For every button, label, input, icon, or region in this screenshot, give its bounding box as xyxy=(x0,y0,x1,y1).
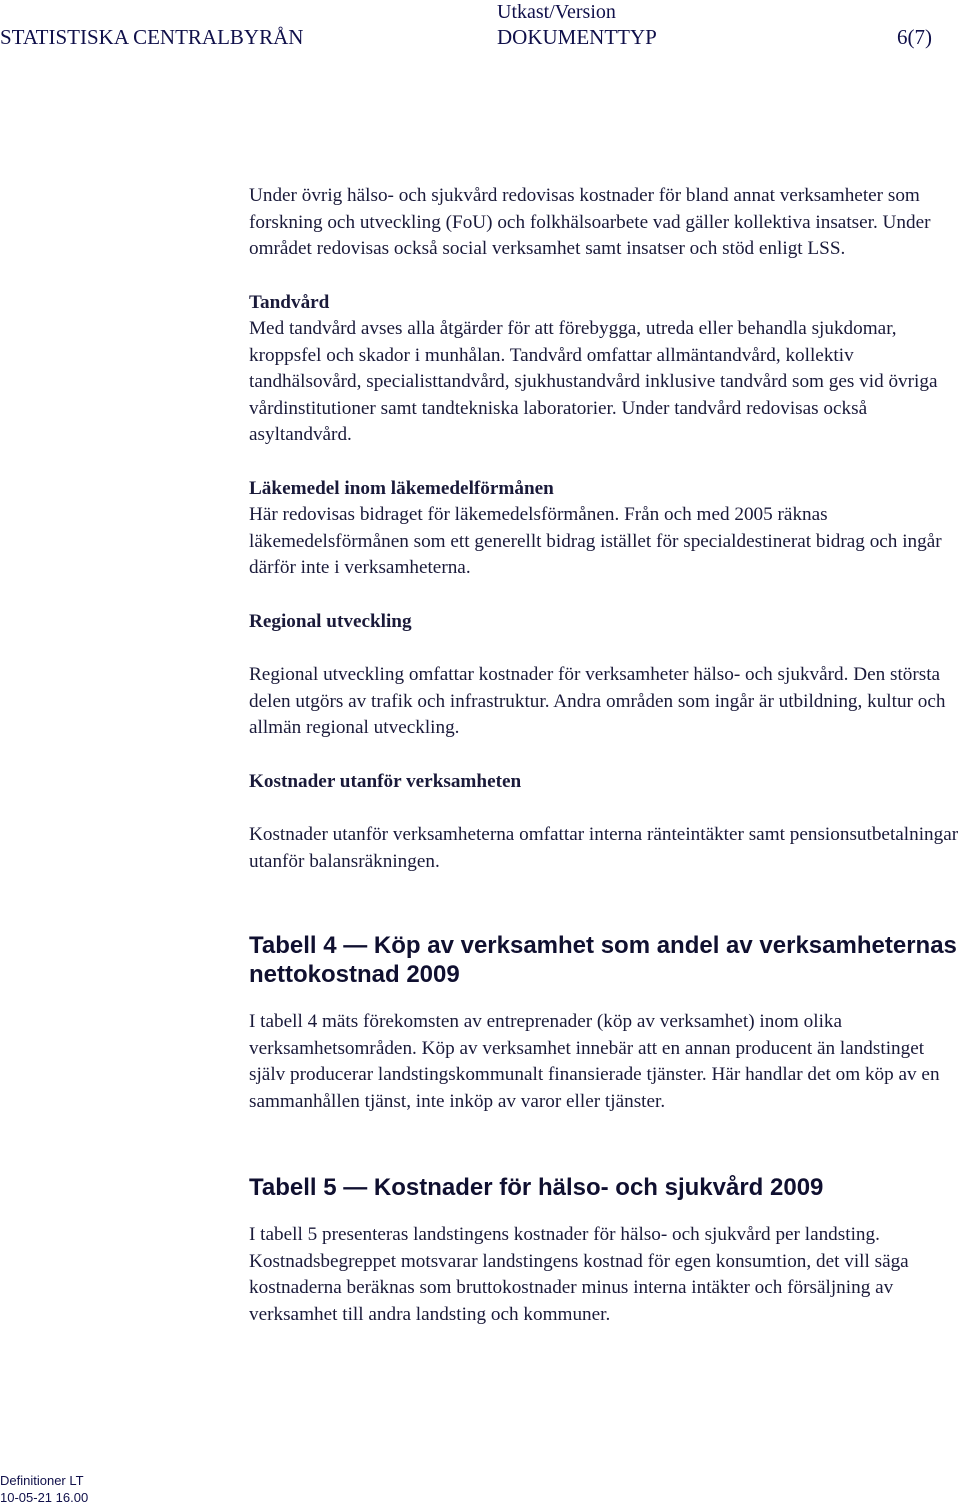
page-footer xyxy=(0,1472,88,1506)
page-number: 6(7) xyxy=(897,25,932,49)
section-heading-tandvard: Tandvård xyxy=(249,291,330,313)
section-body-kostnader: Kostnader utanför verksamheterna omfattar interna ränteintäkter samt pensionsutbetalningar utanför balansräkningen. xyxy=(249,824,959,872)
section-heading-regional: Regional utveckling xyxy=(249,610,412,632)
intro-paragraph: Under övrig hälso- och sjukvård redovisas kostnader för bland annat verksamheter som forskning och utveckling (FoU) och folkhälsoarbete vad gäller kollektiva insatser. Under området redovisas också social verksamhet samt insatser och stöd enligt LSS. xyxy=(249,185,931,259)
section-body-tandvard: Med tandvård avses alla åtgärder för att förebygga, utreda eller behandla sjukdomar, kroppsfel och skador i munhålan. Tandvård omfattar allmäntandvård, kollektiv tandhälsovård, specialisttandvård, sjukhustandvård inklusive tandvård som ges vid övriga vårdinstitutioner samt tandtekniska laboratorier. Under tandvård redovisas också asyltandvård. xyxy=(249,318,938,445)
document-body xyxy=(249,183,960,1328)
document-type: DOKUMENTTYP xyxy=(497,25,657,49)
section-heading-kostnader: Kostnader utanför verksamheten xyxy=(249,770,522,792)
draft-version-label: Utkast/Version xyxy=(497,1,616,23)
section-body-lakemedel: Här redovisas bidraget för läkemedelsförmånen. Från och med 2005 räknas läkemedelsförmånen som ett generellt bidrag istället för specialdestinerat bidrag och ingår därför inte i verksamheterna. xyxy=(249,504,942,578)
table-5-title: Tabell 5 — Kostnader för hälso- och sjukvård 2009 xyxy=(249,1174,824,1201)
page-header xyxy=(0,24,960,52)
section-body-regional: Regional utveckling omfattar kostnader för verksamheter hälso- och sjukvård. Den största delen utgörs av trafik och infrastruktur. Andra områden som ingår är utbildning, kultur och allmän regional utveckling. xyxy=(249,664,946,738)
section-heading-lakemedel: Läkemedel inom läkemedelförmånen xyxy=(249,477,554,499)
footer-document-name: Definitioner LT xyxy=(0,1473,84,1488)
table-4-description: I tabell 4 mäts förekomsten av entreprenader (köp av verksamhet) inom olika verksamhetsområden. Köp av verksamhet innebär att en annan producent än landstinget själv producerar landstingskommunalt finansierade tjänster. Här handlar det om köp av en sammanhållen tjänst, inte inköp av varor eller tjänster. xyxy=(249,1011,940,1112)
organization-name: STATISTISKA CENTRALBYRÅN xyxy=(0,25,304,49)
footer-timestamp: 10-05-21 16.00 xyxy=(0,1490,89,1505)
table-5-description: I tabell 5 presenteras landstingens kostnader för hälso- och sjukvård per landsting. Kostnadsbegreppet motsvarar landstingens kostnad för egen konsumtion, det vill säga kostnaderna beräknas som bruttokostnader minus interna intäkter och försäljning av verksamhet till andra landsting och kommuner. xyxy=(249,1224,909,1325)
table-4-title: Tabell 4 — Köp av verksamhet som andel av verksamheternas nettokostnad 2009 xyxy=(249,932,957,988)
